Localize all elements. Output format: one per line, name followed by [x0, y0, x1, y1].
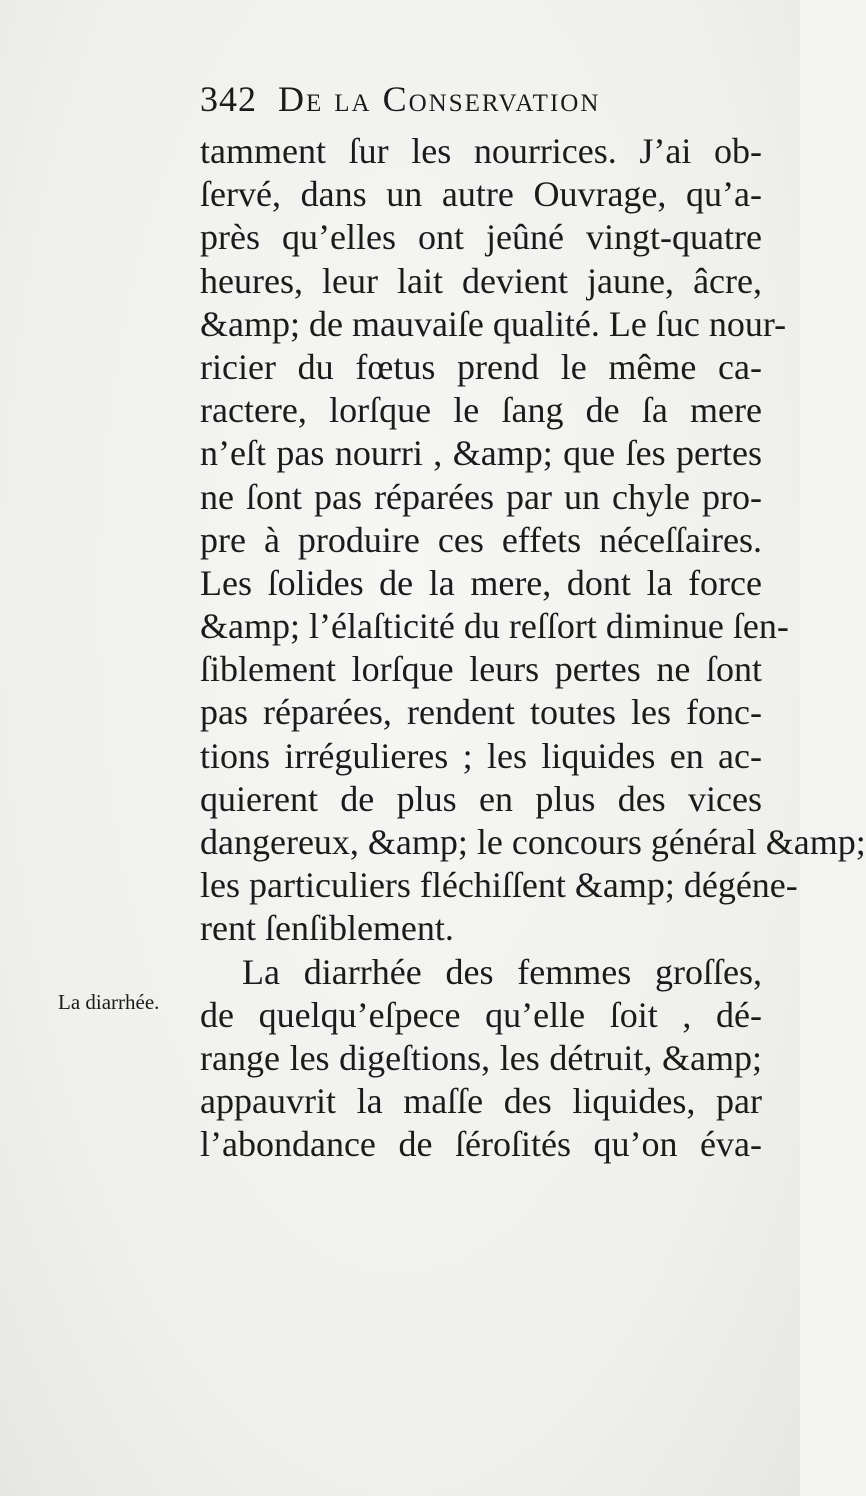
text-line: ne ſont pas réparées par un chyle pro-	[200, 476, 762, 517]
text-line: près qu’elles ont jeûné vingt-quatre	[200, 217, 762, 258]
text-line: ricier du fœtus prend le même ca-	[200, 346, 762, 387]
page-number: 342	[200, 79, 257, 119]
text-line: pas réparées, rendent toutes les fonc-	[200, 692, 762, 733]
running-head	[200, 78, 780, 128]
text-line: ſervé, dans un autre Ouvrage, qu’a-	[200, 174, 762, 215]
text-line: ractere, lorſque le ſang de ſa mere	[200, 390, 762, 431]
text-line: Les ſolides de la mere, dont la force	[200, 562, 762, 603]
text-line: tions irrégulieres ; les liquides en ac-	[200, 735, 762, 776]
body-text	[200, 130, 866, 1167]
margin-note: La diarrhée.	[58, 990, 160, 1014]
text-line: l’abondance de ſéroſités qu’on éva-	[200, 1124, 762, 1165]
text-line: n’eſt pas nourri , &amp; que ſes pertes	[200, 433, 762, 474]
running-title: De la Conservation	[278, 79, 601, 119]
text-line: &amp; de mauvaiſe qualité. Le ſuc nour-	[200, 303, 787, 344]
text-line: appauvrit la maſſe des liquides, par	[200, 1081, 762, 1122]
text-line: range les digeſtions, les détruit, &amp;	[200, 1037, 762, 1078]
text-line: tamment ſur les nourrices. J’ai ob-	[200, 131, 762, 171]
text-line: La diarrhée des femmes groſſes,	[242, 951, 762, 992]
text-line: rent ſenſiblement.	[200, 908, 454, 949]
text-line: de quelqu’eſpece qu’elle ſoit , dé-	[200, 994, 762, 1035]
text-line: pre à produire ces effets néceſſaires.	[200, 519, 762, 560]
text-line: ſiblement lorſque leurs pertes ne ſont	[200, 649, 762, 690]
text-line: &amp; l’élaſticité du reſſort diminue ſen-	[200, 606, 789, 647]
text-line: les particuliers fléchiſſent &amp; dégéne-	[200, 865, 798, 906]
text-line: dangereux, &amp; le concours général &amp;	[200, 822, 866, 862]
text-line: heures, leur lait devient jaune, âcre,	[200, 260, 762, 301]
text-line: quierent de plus en plus des vices	[200, 778, 762, 819]
